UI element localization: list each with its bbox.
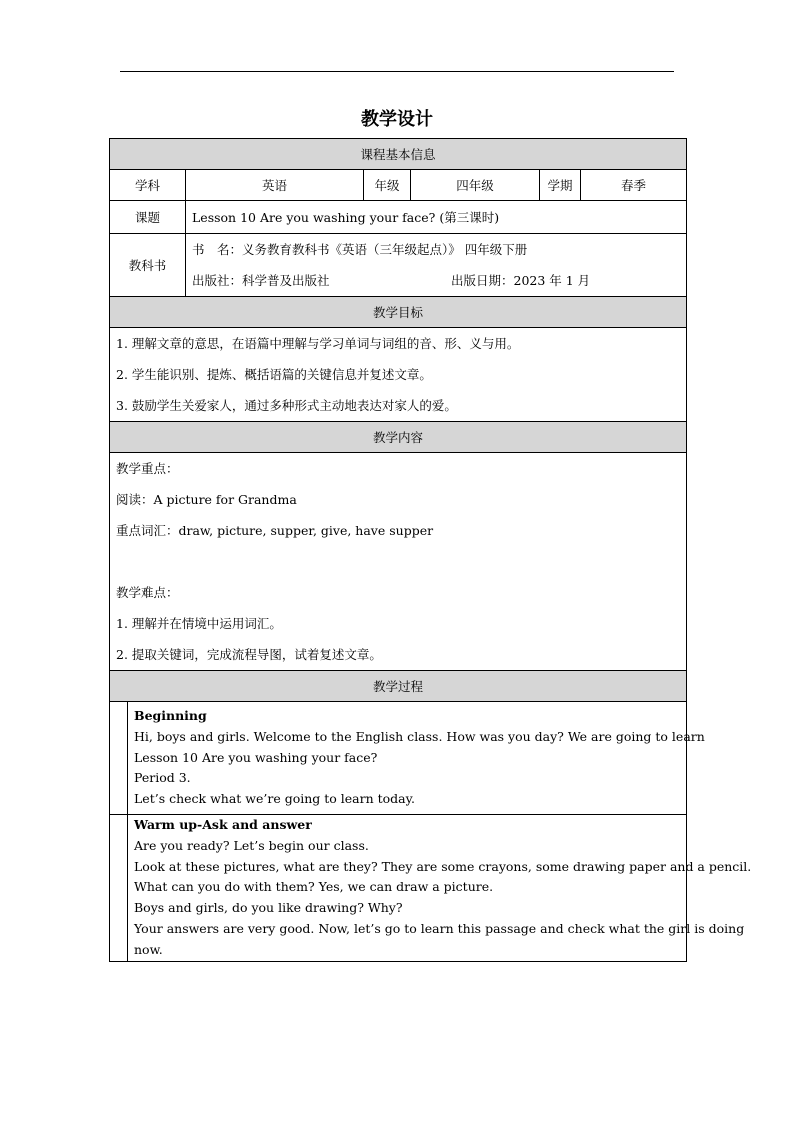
subject-row <box>110 170 687 201</box>
step-line: Your answers are very good. Now, let’s go to learn this passage and check what the girl is doing <box>134 920 745 936</box>
content-header: 教学内容 <box>110 422 687 453</box>
step-line: Let’s check what we’re going to learn today. <box>134 791 415 807</box>
textbook-info <box>186 234 687 297</box>
grade-label: 年级 <box>364 170 411 201</box>
step-title: Beginning <box>134 708 207 723</box>
process-step-beginning <box>128 702 705 815</box>
process-step-row <box>110 815 687 962</box>
topic-row <box>110 201 687 234</box>
process-header-row <box>110 671 687 702</box>
reading-item: 阅读：A picture for Grandma <box>116 492 297 507</box>
grade-value: 四年级 <box>411 170 540 201</box>
objective-item: 3. 鼓励学生关爱家人，通过多种形式主动地表达对家人的爱。 <box>116 398 457 413</box>
content-row <box>110 453 687 671</box>
step-line: What can you do with them? Yes, we can draw a picture. <box>134 879 494 895</box>
step-line: now. <box>134 941 163 957</box>
textbook-publisher: 出版社：科学普及出版社 <box>192 273 330 288</box>
objectives-header: 教学目标 <box>110 297 687 328</box>
step-line: Boys and girls, do you like drawing? Why? <box>134 900 403 916</box>
difficulties-title: 教学难点： <box>116 585 179 600</box>
topic-value: Lesson 10 Are you washing your face? (第三课时) <box>186 201 687 234</box>
objective-item: 1. 理解文章的意思，在语篇中理解与学习单词与词组的音、形、义与用。 <box>116 336 520 351</box>
topic-label: 课题 <box>110 201 186 234</box>
step-line: Lesson 10 Are you washing your face? <box>134 749 378 765</box>
process-step-warmup <box>128 815 752 962</box>
process-step-margin <box>110 702 128 815</box>
objective-item: 2. 学生能识别、提炼、概括语篇的关键信息并复述文章。 <box>116 367 432 382</box>
header-rule <box>120 71 674 72</box>
content-body <box>110 453 687 671</box>
step-line: Hi, boys and girls. Welcome to the English class. How was you day? We are going to learn <box>134 728 705 744</box>
process-step-row <box>110 702 687 815</box>
subject-label: 学科 <box>110 170 186 201</box>
step-line: Period 3. <box>134 770 191 786</box>
step-title: Warm up-Ask and answer <box>134 817 312 832</box>
document-title: 教学设计 <box>361 109 433 130</box>
textbook-publish-line <box>192 265 680 296</box>
difficulty-item: 2. 提取关键词，完成流程导图，试着复述文章。 <box>116 647 382 662</box>
process-step-margin <box>110 815 128 962</box>
basic-info-header: 课程基本信息 <box>110 139 687 170</box>
process-header: 教学过程 <box>110 671 687 702</box>
key-points-title: 教学重点： <box>116 461 179 476</box>
textbook-label: 教科书 <box>110 234 186 297</box>
textbook-row <box>110 234 687 297</box>
step-line: Are you ready? Let’s begin our class. <box>134 837 369 853</box>
step-line: Look at these pictures, what are they? They are some crayons, some drawing paper and a pencil. <box>134 858 752 874</box>
blank-line <box>116 546 680 577</box>
subject-value: 英语 <box>186 170 364 201</box>
textbook-name: 书 名：义务教育教科书《英语（三年级起点）》 四年级下册 <box>192 242 528 257</box>
term-value: 春季 <box>581 170 687 201</box>
vocabulary-item: 重点词汇：draw, picture, supper, give, have supper <box>116 523 434 538</box>
objectives-header-row <box>110 297 687 328</box>
lesson-plan-table <box>109 138 752 962</box>
difficulty-item: 1. 理解并在情境中运用词汇。 <box>116 616 282 631</box>
objectives-list <box>110 328 687 422</box>
objectives-row <box>110 328 687 422</box>
term-label: 学期 <box>540 170 581 201</box>
textbook-publish-date: 出版日期：2023 年 1 月 <box>451 273 591 288</box>
content-header-row <box>110 422 687 453</box>
basic-info-header-row <box>110 139 687 170</box>
